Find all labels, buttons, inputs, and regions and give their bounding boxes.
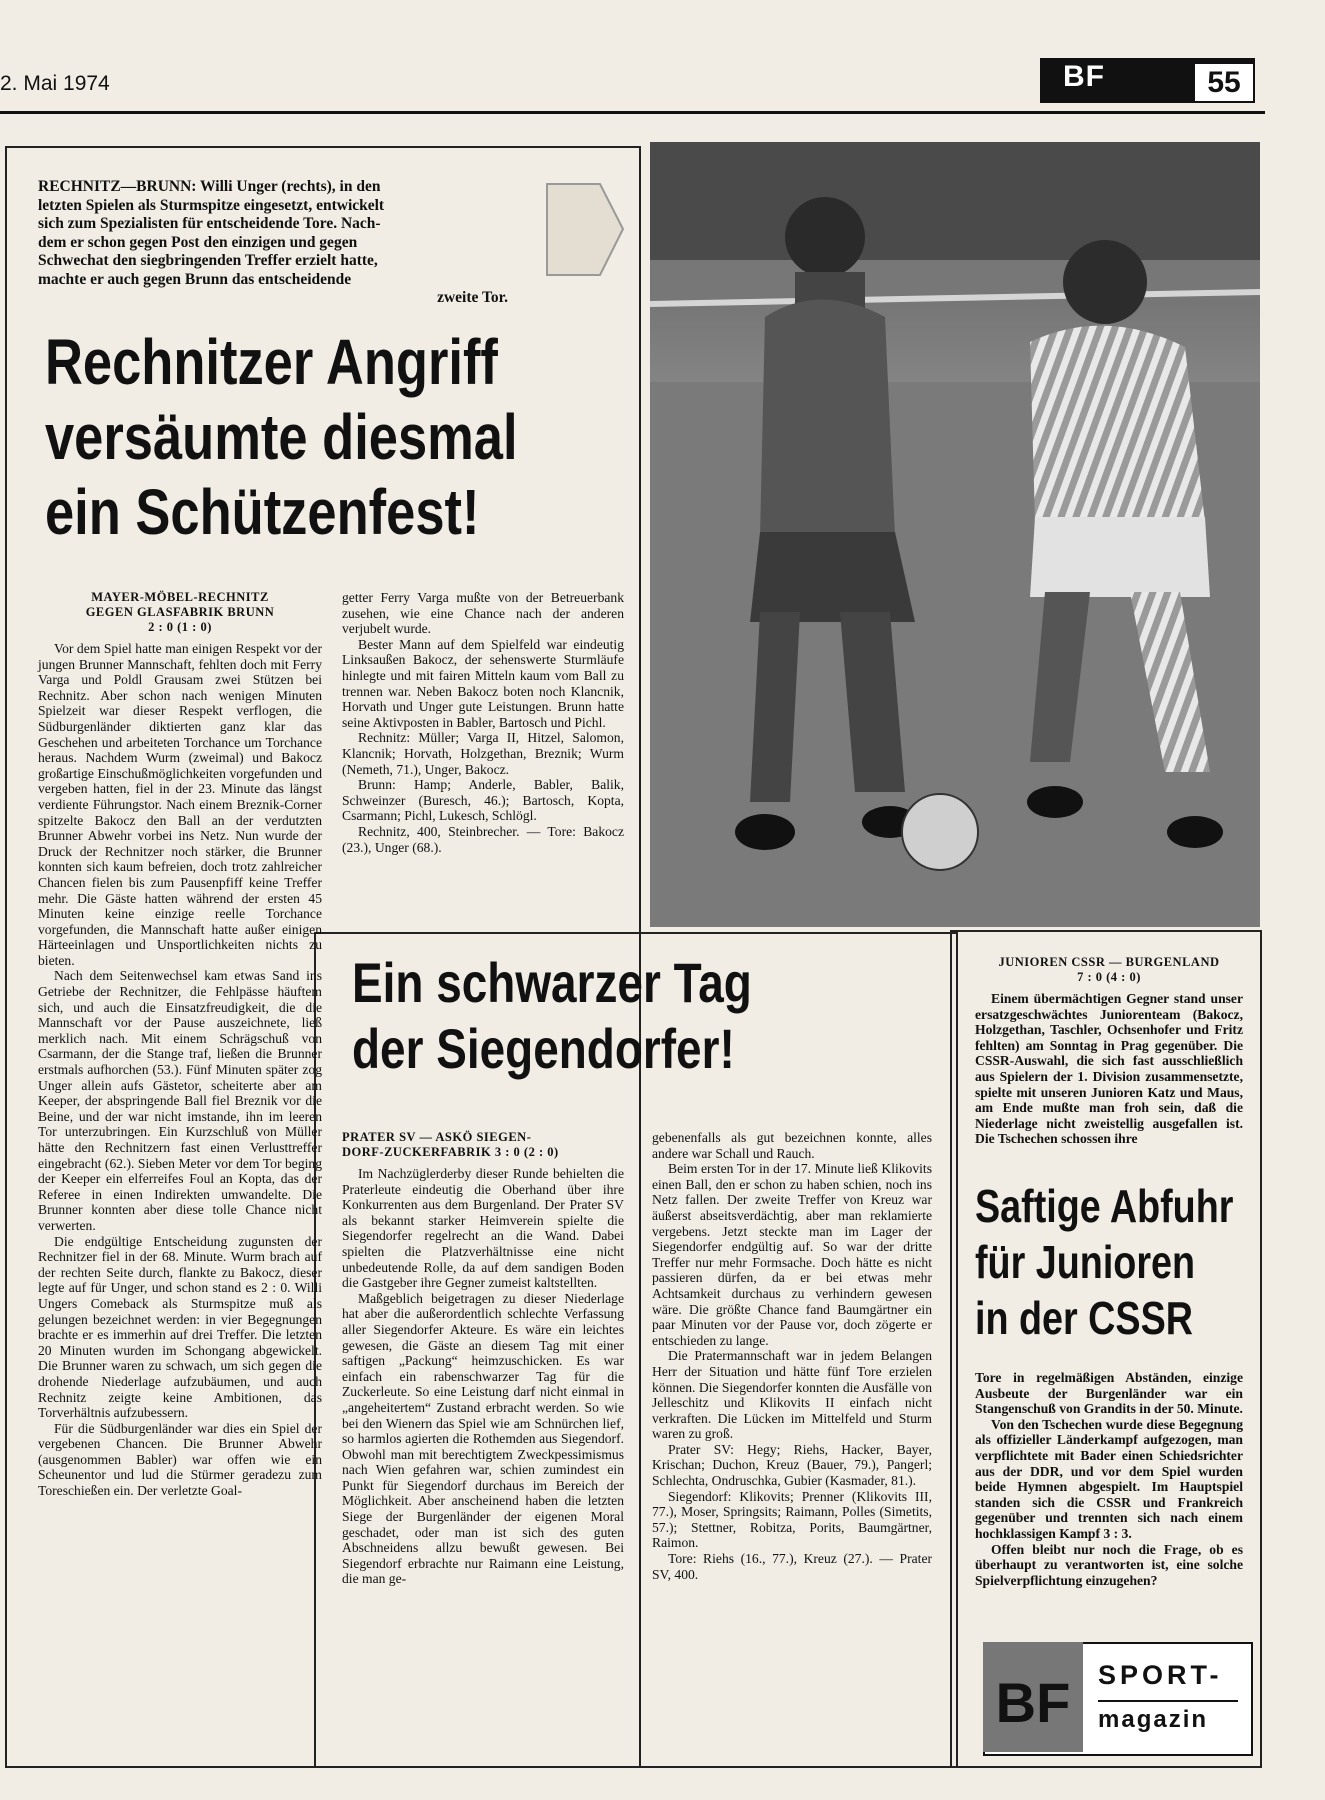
- issue-date: 2. Mai 1974: [0, 72, 110, 95]
- article-paragraph: Offen bleibt nur noch die Frage, ob es überhaupt zu verantworten ist, eine solche Spielverpflichtung einzugehen?: [975, 1541, 1243, 1588]
- headline-line: in der CSSR: [975, 1292, 1193, 1344]
- article-paragraph: getter Ferry Varga mußte von der Betreuerbank zusehen, wie eine Chance nach der anderen verjubelt wurde.: [342, 590, 624, 637]
- article-paragraph: Von den Tschechen wurde diese Begegnung als offizieller Länderkampf aufgezogen, man verpflichtete mit Bader einen Schiedsrichter aus der DDR, und vor dem Spiel wurden beide Hymnen abgespielt. Im Hauptspiel standen sich die CSSR und Frankreich gegenüber und trennten sich nach einem hochklassigen Kampf 3 : 3.: [975, 1416, 1243, 1541]
- article-paragraph: gebenenfalls als gut bezeichnen konnte, alles andere war Schall und Rauch.: [652, 1130, 932, 1161]
- article-paragraph: Für die Südburgenländer war dies ein Spiel der vergebenen Chancen. Die Brunner Abwehr (ausgenommen Babler) war offen wie ein Scheunentor und lud die Stürmer geradezu zum Toreschießen ein. Der verletzte Goal-: [38, 1420, 322, 1499]
- headline-line: ein Schützenfest!: [45, 476, 480, 548]
- promo-magazin-text: magazin: [1098, 1706, 1209, 1733]
- article2-column-1: [342, 1130, 624, 1587]
- headline-line: der Siegendorfer!: [352, 1017, 735, 1080]
- promo-divider: [1098, 1700, 1238, 1702]
- page-number: 55: [1193, 62, 1255, 103]
- caption-line: dem er schon gegen Post den einzigen und gegen: [38, 233, 358, 251]
- match-photo: [650, 142, 1260, 927]
- article2-subhead: PRATER SV — ASKÖ SIEGEN-: [342, 1130, 532, 1144]
- promo-sport-text: SPORT-: [1098, 1660, 1223, 1690]
- match-facts: Rechnitz, 400, Steinbrecher. — Tore: Bakocz (23.), Unger (68.).: [342, 823, 624, 855]
- article3-subhead: JUNIOREN CSSR — BURGENLAND: [998, 955, 1220, 969]
- article-paragraph: Die endgültige Entscheidung zugunsten der Rechnitzer fiel in der 68. Minute. Wurm brach auf der rechten Seite durch, flankte zu Bakocz, dieser legte auf für Unger, und schon stand es 2 : 0. Willi Ungers Comeback als Sturmspitze muß als gelungen bezeichnet werden: in vier Begegnungen brachte er es immerhin auf drei Treffer. Die letzten 20 Minuten wurden im Schongang abgewickelt. Die Brunner waren zu schwach, um sich gegen die drohende Niederlage aufzubäumen, und auch Rechnitz zeigte keine Ambitionen, das Torverhältnis aufzubessern.: [38, 1233, 322, 1421]
- article1-subhead: GEGEN GLASFABRIK BRUNN: [85, 605, 275, 619]
- photo-caption: [38, 178, 508, 308]
- header-rule: [0, 111, 1265, 114]
- article3-intro: [975, 955, 1243, 1147]
- article1-column-2: [342, 590, 624, 855]
- article2-subhead: DORF-ZUCKERFABRIK 3 : 0 (2 : 0): [342, 1145, 559, 1159]
- article-paragraph: Einem übermächtigen Gegner stand unser ersatzgeschwächtes Juniorenteam (Bakocz, Holzgethan, Taschler, Ochsenhofer und Fritz fehlten) am Sonntag in Prag gegenüber. Die CSSR-Auswahl, die sich fast ausschließlich aus Spielern der 1. Division zusammensetzte, spielte mit unseren Junioren Katz und Maus, am Ende mußte man froh sein, daß die Niederlage nicht zweistellig ausgefallen ist. Die Tschechen schossen ihre: [975, 991, 1243, 1147]
- caption-line: Schwechat den siegbringenden Treffer erzielt hatte,: [38, 252, 378, 269]
- caption-line: RECHNITZ—BRUNN: Willi Unger (rechts), in den: [38, 178, 381, 195]
- headline-line: versäumte diesmal: [45, 401, 518, 473]
- lineup-brunn: Brunn: Hamp; Anderle, Babler, Balik, Schweinzer (Buresch, 46.); Bartosch, Kopta, Csarmann; Pichl, Lukesch, Schlögl.: [342, 777, 624, 824]
- article1-score: 2 : 0 (1 : 0): [148, 620, 212, 634]
- article1-headline: [45, 325, 518, 550]
- article3-score: 7 : 0 (4 : 0): [1077, 970, 1141, 984]
- caption-line: zweite Tor.: [437, 289, 508, 306]
- headline-line: Rechnitzer Angriff: [45, 326, 498, 398]
- article-paragraph: Die Pratermannschaft war in jedem Belangen Herr der Situation und hätte fünf Tore erzielen können. Die Siegendorfer konnten die Ausfälle von Jelleschitz und Klikovits II einfach nicht verkraften. Die Lücken im Mittelfeld und Sturm waren zu groß.: [652, 1348, 932, 1442]
- article3-body: [975, 1370, 1243, 1588]
- caption-arrow-icon: [545, 182, 625, 277]
- article2-column-2: [652, 1130, 932, 1582]
- caption-line: sich zum Spezialisten für entscheidende Tore. Nach-: [38, 215, 381, 232]
- article-paragraph: Beim ersten Tor in der 17. Minute ließ Klikovits einen Ball, den er schon zu haben schien, noch ins Netz fallen. Der zweite Treffer von Kreuz war äußerst abseitsverdächtig, aber man reklamierte vergebens. Jetzt steckte man im Lager der Siegendorfer endgültig auf. So war der dritte Treffer nur mehr Formsache. Doch hätte es nicht passieren dürfen, da er bei etwas mehr Achtsamkeit durchaus zu verhindern gewesen wäre. Die größte Chance fand Baumgärtner ein paar Minuten vor der Pause vor, doch zögerte er entschieden zu lange.: [652, 1161, 932, 1348]
- article-paragraph: Im Nachzüglerderby dieser Runde behielten die Praterleute eindeutig die Oberhand über ihre Konkurrenten aus dem Burgenland. Der Prater SV als bekannt starker Heimverein spielte die Siegendorfer regelrecht an die Wand. Dabei spielten die Platzverhältnisse eine nicht unbedeutende Rolle, da auf dem sandigen Boden die Gastgeber ihre Gegner zumeist kaltstellten.: [342, 1166, 624, 1291]
- brand-logo: BF: [1063, 60, 1105, 93]
- caption-line: machte er auch gegen Brunn das entscheidende: [38, 270, 352, 288]
- article1-subhead: MAYER-MÖBEL-RECHNITZ: [91, 590, 269, 604]
- lineup-rechnitz: Rechnitz: Müller; Varga II, Hitzel, Salomon, Klancnik; Horvath, Holzgethan, Breznik; Wurm (Nemeth, 71.), Unger, Bakocz.: [342, 730, 624, 777]
- article-paragraph: Vor dem Spiel hatte man einigen Respekt vor der jungen Brunner Mannschaft, fehlten doch mit Ferry Varga und Poldl Grausam zwei Stützen bei Rechnitz. Aber schon nach wenigen Minuten Spielzeit war dieser Respekt verflogen, die Südburgenländer diktierten ganz klar das Geschehen und arbeiteten Torchance um Torchance heraus. Nachdem Wurm (zweimal) und Bakocz großartige Einschußmöglichkeiten vorgefunden und vergeben hatten, fiel in der 23. Minute das längst verdiente Führungstor. Nach einem Breznik-Corner spitzelte Bakocz den Ball an der verdutzten Brunner Abwehr vorbei ins Netz. Nun wurde der Druck der Rechnitzer noch stärker, die Brunner konnten sich kaum befreien, doch trotz zahlreicher Chancen fielen bis zum Pausenpfiff keine Treffer mehr. Die Gäste hatten während der ersten 45 Minuten keine einzige reelle Torchance vorgefunden, die Mannschaft hatte außer einigen Härteeinlagen und Unsportlichkeiten nichts zu bieten.: [38, 641, 322, 968]
- article-paragraph: Nach dem Seitenwechsel kam etwas Sand ins Getriebe der Rechnitzer, die Fehlpässe häuftem sich, und auch die Einsatzfreudigkeit, die die Mannschaft vor der Pause auszeichnete, ließ merklich nach. Mit einem Schrägschuß von Csarmann, der die Stange traf, ließen die Brunner erstmals aufhorchen (53.). Fünf Minuten später zog Unger allein aufs Gästetor, scheiterte aber am Keeper, der abspringende Ball fiel Breznik vor die Beine, und der war nicht imstande, ihn im leeren Tor unterzubringen. Ein Kurzschluß von Müller hätte den Rechnitzern fast einen Verlusttreffer eingebracht (62.). Sieben Meter vor dem Tor beging der Keeper ein elferreifes Foul an Kopta, das der Referee in einen Indirekten umwandelte. Die Brunner konnten aber diese tolle Chance nicht verwerten.: [38, 968, 322, 1233]
- lineup-prater: Prater SV: Hegy; Riehs, Hacker, Bayer, Krischan; Duchon, Kreuz (Bauer, 79.), Pangerl; Schlechta, Ondruschka, Gubier (Kasmader, 81.).: [652, 1441, 932, 1489]
- bf-logo: [983, 1642, 1083, 1752]
- bf-logo-text: BF: [995, 1671, 1071, 1734]
- lineup-siegendorf: Siegendorf: Klikovits; Prenner (Klikovits III, 77.), Moser, Springsits; Raimann, Polles (Simetits, 57.); Stettner, Robitza, Porits, Baumgärtner, Raimon.: [652, 1488, 932, 1551]
- article-paragraph: Tore in regelmäßigen Abständen, einzige Ausbeute der Burgenländer war ein Stangenschuß von Grandits in der 50. Minute.: [975, 1370, 1243, 1417]
- article-paragraph: Bester Mann auf dem Spielfeld war eindeutig Linksaußen Bakocz, der sehenswerte Sturmläufe hinlegte und mit fairen Mitteln kaum vom Ball zu trennen war. Neben Bakocz boten noch Klancnik, Horvath und Unger gute Leistungen. Brunn hatte seine Aktivposten in Babler, Bartosch und Pichl.: [342, 636, 624, 730]
- headline-line: für Junioren: [975, 1236, 1196, 1288]
- article1-column-1: [38, 590, 322, 1499]
- match-facts: Tore: Riehs (16., 77.), Kreuz (27.). — Prater SV, 400.: [652, 1551, 932, 1582]
- article3-headline: [975, 1178, 1233, 1346]
- headline-line: Ein schwarzer Tag: [352, 951, 752, 1014]
- caption-line: letzten Spielen als Sturmspitze eingesetzt, entwickelt: [38, 196, 385, 214]
- article2-headline: [352, 950, 752, 1082]
- article-paragraph: Maßgeblich beigetragen zu dieser Niederlage hat aber die außerordentlich schlechte Verfassung aller Siegendorfer Akteure. Es wäre ein leichtes gewesen, die Gäste an diesem Tag mit einer saftigen „Packung“ heimzuschicken. Es war einfach ein rabenschwarzer Tag für die Zuckerleute. So eine Leistung darf nicht einmal in „angeheitertem“ Zustand erbracht werden. So wie bei den Wienern das Spiel wie am Schnürchen lief, so harmlos agierten die Rothemden aus Siegendorf. Obwohl man mit berechtigtem Zweckpessimismus nach Wien gefahren war, schien zumindest ein Punkt für Siegendorf durchaus im Bereich der Möglichkeit. Aber anscheinend haben die letzten Siege der Burgenländer der eigenen Moral geschadet, oder man ist sich des guten Abschneidens allzu bewußt gewesen. Bei Siegendorf erbrachte nur Raimann eine Leistung, die man ge-: [342, 1290, 624, 1587]
- headline-line: Saftige Abfuhr: [975, 1180, 1234, 1232]
